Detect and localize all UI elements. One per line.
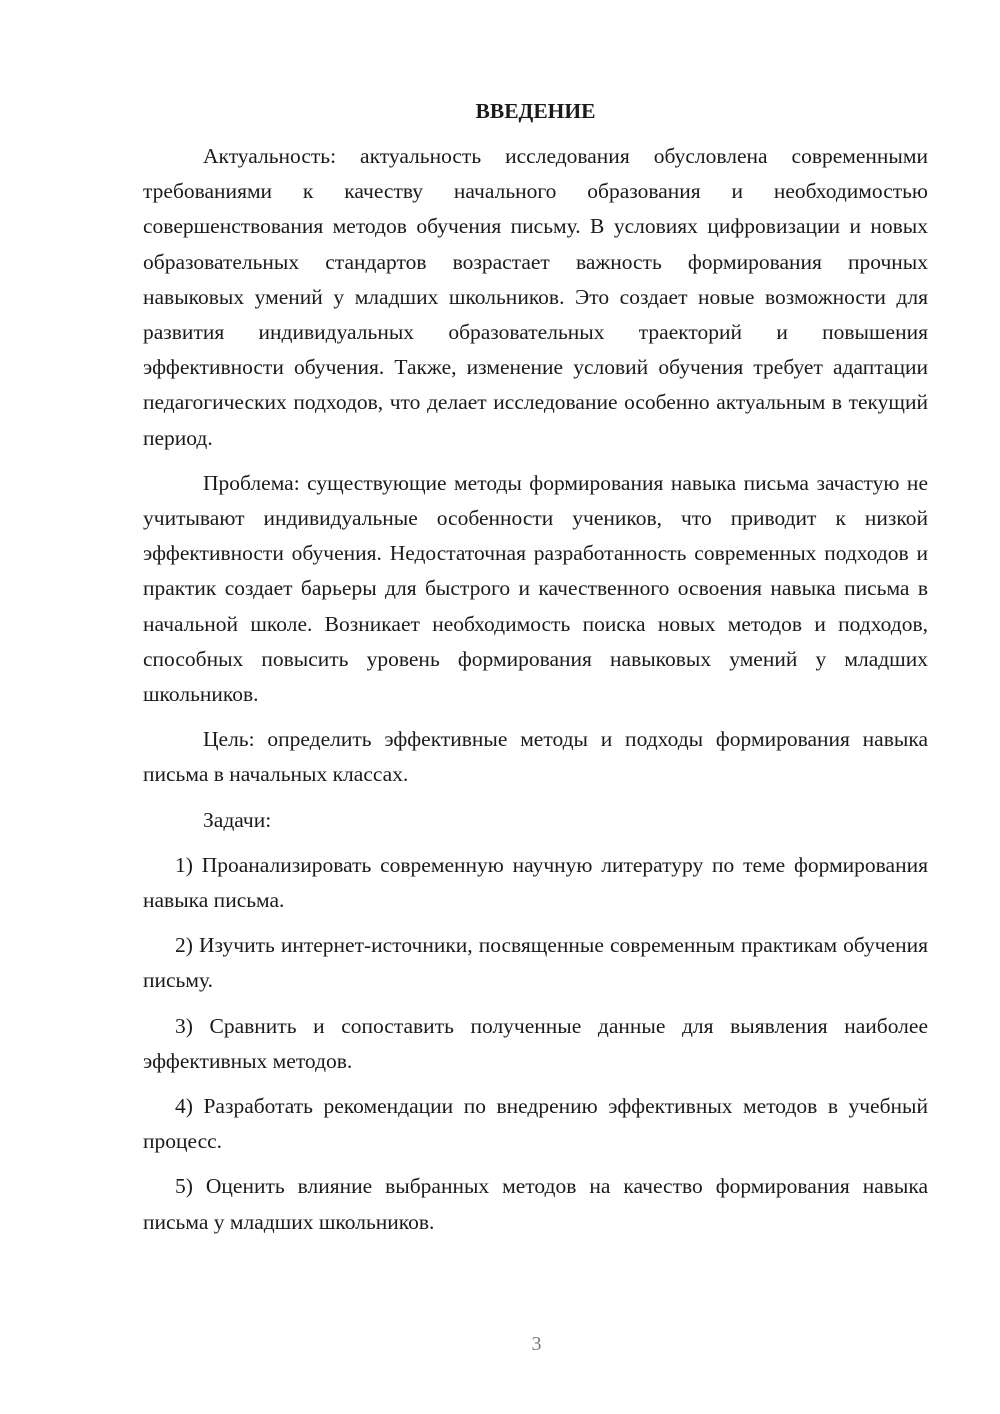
list-item-text: Сравнить и сопоставить полученные данные для выявления наиболее эффективных методов. <box>143 1013 928 1073</box>
list-item-text: Оценить влияние выбранных методов на качество формирования навыка письма у младших школьников. <box>143 1174 929 1234</box>
list-item-number: 2) <box>175 933 193 958</box>
relevance-paragraph: Актуальность: актуальность исследования обусловлена современными требованиями к качеству начального образования и необходимостью совершенствования методов обучения письму. В условиях цифровизации и новых образовательных стандартов возрастает важность формирования прочных навыковых умений у младших школьников. Это создает новые возможности для развития индивидуальных образовательных траекторий и повышения эффективности обучения. Также, изменение условий обучения требует адаптации педагогических подходов, что делает исследование особенно актуальным в текущий период. <box>143 144 928 450</box>
page-title: ВВЕДЕНИЕ <box>475 99 596 123</box>
goal-paragraph: Цель: определить эффективные методы и подходы формирования навыка письма в начальных классах. <box>143 727 928 787</box>
list-item <box>143 928 928 998</box>
page-number: 3 <box>531 1333 542 1355</box>
tasks-heading: Задачи: <box>203 807 272 832</box>
list-item <box>143 1169 928 1239</box>
list-item-number: 5) <box>175 1174 193 1199</box>
list-item-text: Проанализировать современную научную литературу по теме формирования навыка письма. <box>143 852 928 913</box>
list-item-text: Изучить интернет-источники, посвященные современным практикам обучения письму. <box>143 933 928 993</box>
list-item <box>143 1089 928 1159</box>
list-item <box>143 1009 928 1079</box>
problem-paragraph: Проблема: существующие методы формирования навыка письма зачастую не учитывают индивидуальные особенности учеников, что приводит к низкой эффективности обучения. Недостаточная разработанность современных подходов и практик создает барьеры для быстрого и качественного освоения навыка письма в начальной школе. Возникает необходимость поиска новых методов и подходов, способных повысить уровень формирования навыковых умений у младших школьников. <box>143 470 928 707</box>
list-item <box>143 848 928 918</box>
task-list <box>143 848 928 1240</box>
list-item-text: Разработать рекомендации по внедрению эффективных методов в учебный процесс. <box>143 1094 928 1154</box>
list-item-number: 4) <box>175 1094 193 1119</box>
list-item-number: 3) <box>175 1013 193 1038</box>
list-item-number: 1) <box>175 852 193 877</box>
document-page <box>143 96 928 1250</box>
